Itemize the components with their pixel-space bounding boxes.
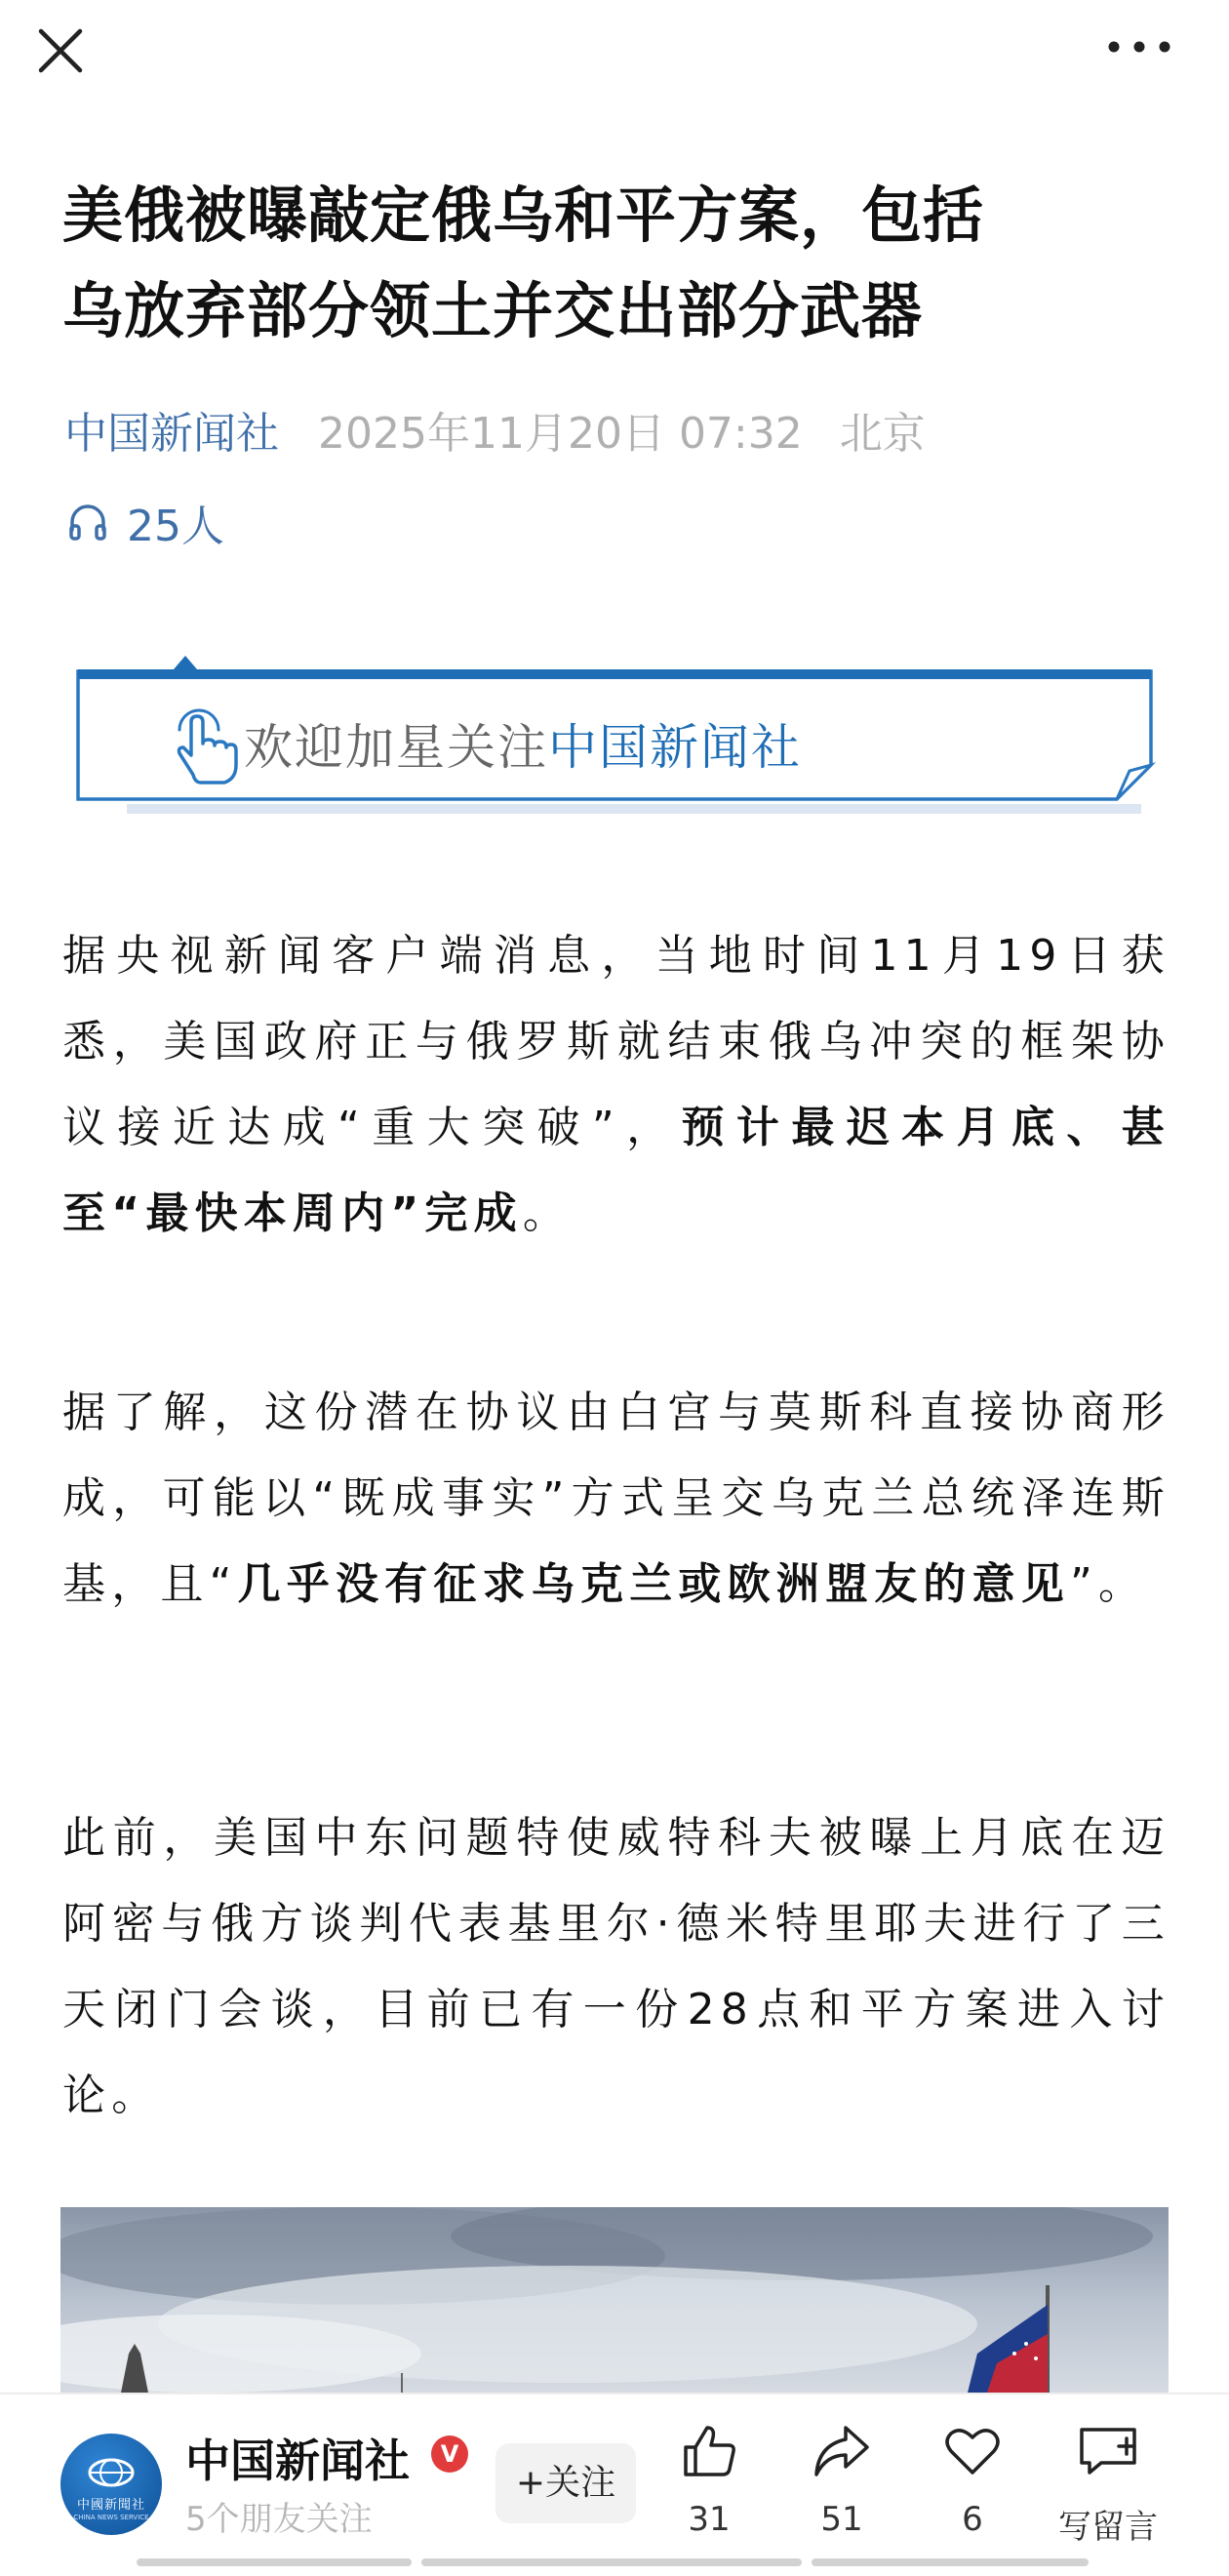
like-count: 31 bbox=[688, 2500, 731, 2539]
banner-text-plain: 欢迎加星关注 bbox=[244, 719, 548, 776]
close-button[interactable] bbox=[29, 20, 92, 82]
listener-count: 25人 bbox=[127, 502, 224, 551]
logo-emblem-icon bbox=[60, 2443, 162, 2502]
comment-add-icon bbox=[1074, 2420, 1142, 2482]
banner-text-brand: 中国新闻社 bbox=[548, 719, 802, 776]
paragraph-2 bbox=[62, 1370, 1170, 1628]
avatar-label-en: CHINA NEWS SERVICE bbox=[73, 2514, 149, 2521]
paragraph-3-text: 此前，美国中东问题特使威特科夫被曝上月底在迈阿密与俄方谈判代表基里尔·德米特里耶夫进行了三天闭门会谈，目前已有一份28点和平方案进入讨论。 bbox=[62, 1813, 1170, 2120]
avatar[interactable] bbox=[60, 2434, 162, 2535]
thumbs-up-icon bbox=[678, 2420, 740, 2482]
share-count: 51 bbox=[820, 2500, 863, 2539]
paragraph-2-end: ”。 bbox=[1070, 1559, 1148, 1609]
comment-label: 写留言 bbox=[1058, 2508, 1158, 2547]
account-name[interactable]: 中国新闻社 bbox=[185, 2435, 410, 2487]
article-meta bbox=[64, 400, 926, 459]
friends-following: 5个朋友关注 bbox=[185, 2500, 373, 2539]
scroll-indicator-1 bbox=[137, 2558, 412, 2566]
hand-pointer-icon bbox=[166, 704, 240, 788]
favorite-count: 6 bbox=[962, 2500, 983, 2539]
paragraph-1-end: 。 bbox=[522, 1188, 573, 1238]
heart-icon bbox=[941, 2420, 1004, 2482]
article-photo[interactable] bbox=[60, 2207, 1169, 2393]
paragraph-1-text: 据央视新闻客户端消息，当地时间11月19日获悉，美国政府正与俄罗斯就结束俄乌冲突的框架协议接近达成“重大突破”， bbox=[62, 931, 1170, 1152]
paragraph-3 bbox=[62, 1795, 1170, 2139]
paragraph-1-bold: 预计最迟本月底、甚至“最快本周内”完成 bbox=[62, 1103, 1170, 1238]
like-button[interactable] bbox=[646, 2420, 773, 2566]
scroll-indicator-3 bbox=[812, 2558, 1089, 2566]
hand-pointer-icon-wrap bbox=[166, 704, 240, 792]
avatar-label: 中國新聞社 bbox=[76, 2498, 145, 2513]
scroll-indicator-2 bbox=[421, 2558, 802, 2566]
share-icon bbox=[811, 2420, 873, 2482]
top-bar bbox=[0, 0, 1229, 98]
paragraph-1 bbox=[62, 913, 1170, 1257]
title-line-1: 美俄被曝敲定俄乌和平方案，包括 bbox=[62, 180, 985, 251]
comment-button[interactable] bbox=[1040, 2420, 1176, 2566]
photo-image bbox=[60, 2207, 1169, 2393]
follow-button[interactable]: +关注 bbox=[496, 2443, 636, 2523]
article-title bbox=[62, 168, 1165, 359]
title-line-2: 乌放弃部分领土并交出部分武器 bbox=[62, 275, 924, 346]
more-icon bbox=[1090, 20, 1188, 82]
bottom-bar bbox=[0, 2393, 1229, 2576]
banner-text bbox=[244, 708, 802, 779]
paragraph-2-bold: 几乎没有征求乌克兰或欧洲盟友的意见 bbox=[237, 1559, 1071, 1609]
source-link[interactable]: 中国新闻社 bbox=[64, 409, 279, 459]
favorite-button[interactable] bbox=[909, 2420, 1036, 2566]
verified-badge: V bbox=[431, 2435, 468, 2473]
paragraph-2-text: 据了解，这份潜在协议由白宫与莫斯科直接协商形成，可能以“既成事实”方式呈交乌克兰总统泽连斯基，且“ bbox=[62, 1388, 1170, 1609]
publish-location: 北京 bbox=[839, 409, 926, 459]
share-button[interactable] bbox=[778, 2420, 905, 2566]
headphones-icon bbox=[66, 501, 109, 543]
listen-button[interactable] bbox=[66, 493, 224, 551]
more-button[interactable] bbox=[1090, 20, 1188, 82]
close-icon bbox=[29, 20, 92, 82]
publish-date: 2025年11月20日 07:32 bbox=[318, 409, 803, 459]
